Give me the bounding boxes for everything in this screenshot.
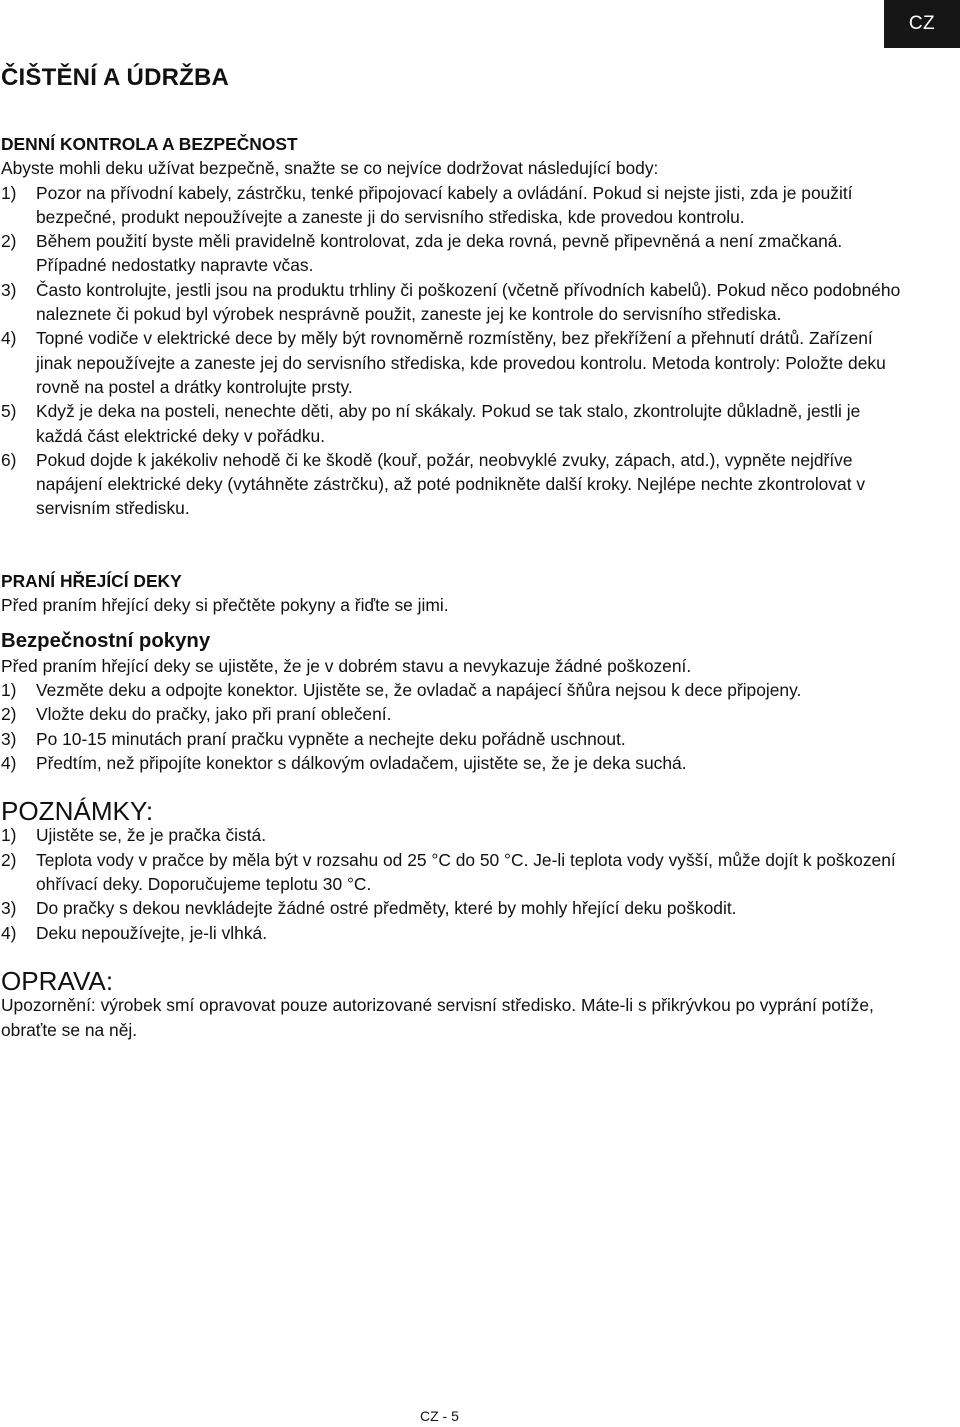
list-item (1, 326, 901, 399)
safety-instructions-intro: Před praním hřející deky se ujistěte, že je v dobrém stavu a nevykazuje žádné poškození. (1, 655, 692, 676)
list-item-text: Často kontrolujte, jestli jsou na produktu trhliny či poškození (včetně přívodních kabelů). Pokud něco podobného naleznete či pokud byl výrobek nesprávně použit, zaneste jej ke kontrole do servisního střediska. (36, 279, 901, 325)
list-item-number: 3) (1, 728, 17, 749)
section-spacer (1, 945, 901, 969)
list-item-text: Topné vodiče v elektrické dece by měly být rovnoměrně rozmístěny, bez překřížení a přehnutí drátů. Zařízení jinak nepoužívejte a zaneste jej do servisního střediska, kde provedou kontrolu. Metoda kontroly: Položte deku rovně na postel a drátky kontrolujte prsty. (36, 328, 886, 397)
list-item (1, 678, 901, 702)
safety-instructions-heading: Bezpečnostní pokyny (1, 630, 211, 653)
repair-text: Upozornění: výrobek smí opravovat pouze autorizované servisní středisko. Máte-li s přikrývkou po vyprání potíže, obraťte se na něj. (1, 995, 874, 1040)
list-item-text: Pokud dojde k jakékoliv nehodě či ke škodě (kouř, požár, neobvyklé zvuky, zápach, atd.), vypněte nejdříve napájení elektrické deky (vytáhněte zástrčku), až poté podnikněte další kroky. Nejlépe nechte zkontrolovat v servisním středisku. (36, 449, 866, 519)
washing-intro: Před praním hřející deky si přečtěte pokyny a řiďte se jimi. (1, 595, 449, 616)
list-item-text: Předtím, než připojíte konektor s dálkovým ovladačem, ujistěte se, že je deka suchá. (36, 752, 687, 773)
list-item (1, 181, 901, 230)
section-heading-repair: OPRAVA: (1, 965, 114, 996)
list-item (1, 751, 901, 775)
language-tab: CZ (884, 0, 960, 48)
list-item-number: 2) (1, 704, 17, 725)
list-item-number: 2) (1, 231, 17, 252)
list-item-number: 4) (1, 752, 17, 773)
list-item-number: 1) (1, 825, 17, 846)
list-item (1, 399, 901, 448)
section-spacer (1, 521, 901, 569)
list-item-number: 2) (1, 849, 17, 870)
list-item (1, 727, 901, 751)
list-item-number: 4) (1, 328, 17, 349)
daily-check-intro: Abyste mohli deku užívat bezpečně, snažte se co nejvíce dodržovat následující body: (1, 158, 659, 179)
list-item-text: Ujistěte se, že je pračka čistá. (36, 825, 267, 846)
list-item (1, 896, 901, 920)
list-item-text: Vezměte deku a odpojte konektor. Ujistěte se, že ovladač a napájecí šňůra nejsou k dece připojeny. (36, 679, 802, 700)
list-item-number: 3) (1, 898, 17, 919)
list-item-text: Během použití byste měli pravidelně kontrolovat, zda je deka rovná, pevně připevněná a není zmačkaná. Případné nedostatky napravte včas. (36, 231, 843, 276)
list-item-number: 6) (1, 449, 17, 470)
page-number: CZ - 5 (420, 1408, 459, 1424)
list-item-number: 5) (1, 401, 17, 422)
page-title: ČIŠTĚNÍ A ÚDRŽBA (1, 64, 230, 91)
list-item-text: Deku nepoužívejte, je-li vlhká. (36, 922, 268, 943)
document-body (1, 132, 901, 1042)
list-item-text: Když je deka na posteli, nenechte děti, aby po ní skákaly. Pokud se tak stalo, zkontrolujte důkladně, jestli je každá část elektrické deky v pořádku. (36, 401, 861, 446)
list-item-text: Teplota vody v pračce by měla být v rozsahu od 25 °C do 50 °C. Je-li teplota vody vyšší, může dojít k poškození ohřívací deky. Doporučujeme teplotu 30 °C. (36, 849, 896, 895)
section-heading-daily-check: DENNÍ KONTROLA A BEZPEČNOST (1, 134, 298, 154)
list-item-number: 1) (1, 679, 17, 700)
list-item (1, 921, 901, 945)
list-item-number: 4) (1, 922, 17, 943)
section-heading-washing: PRANÍ HŘEJÍCÍ DEKY (1, 570, 182, 591)
list-item (1, 448, 901, 521)
list-item (1, 702, 901, 726)
list-item (1, 823, 901, 847)
list-item-text: Vložte deku do pračky, jako při praní oblečení. (36, 704, 392, 725)
list-item-text: Po 10-15 minutách praní pračku vypněte a nechejte deku pořádně uschnout. (36, 728, 626, 749)
list-item (1, 848, 901, 897)
list-item-text: Pozor na přívodní kabely, zástrčku, tenké připojovací kabely a ovládání. Pokud si nejste jisti, zda je použití bezpečné, produkt nepoužívejte a zaneste ji do servisního střediska, kde provedou kontrolu. (36, 182, 853, 227)
section-heading-notes: POZNÁMKY: (1, 796, 154, 827)
list-item (1, 229, 901, 278)
list-item-number: 1) (1, 182, 17, 203)
section-spacer (1, 617, 901, 629)
list-item-number: 3) (1, 279, 17, 300)
list-item (1, 278, 901, 327)
list-item-text: Do pračky s dekou nevkládejte žádné ostré předměty, které by mohly hřející deku poškodit. (36, 898, 737, 919)
